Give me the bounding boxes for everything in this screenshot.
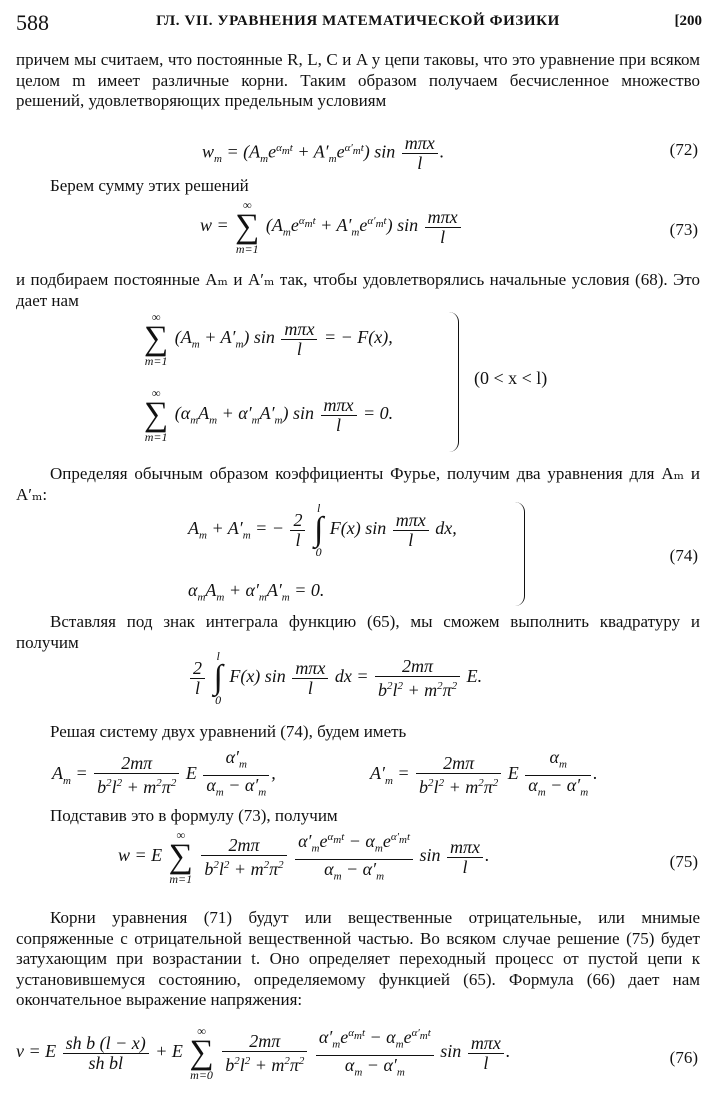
page-number: 588 (16, 10, 49, 35)
paragraph-7: Подставив это в формулу (73), получим (50, 806, 338, 825)
equation-number: (74) (669, 546, 698, 565)
equation-integral: $\frac{2}{l}$ l ∫ 0 F(x) sin $\frac{\text{mπx}}{l}$ dx = $\frac{2m\pi}{b^2l^2 + m^2\pi^2}$ E. (0, 650, 716, 722)
equation-76: v = E $\frac{\text{sh b (l − x)}}{\text{sh bl}}$ + E ∞ ∑ m=0 $\frac{2m\pi}{b^2l^2 + m^2\pi^2}$ $\frac{\alpha'_me^{\alpha_mt} - \alpha_me^{\alpha'_mt}}{\alpha_m - \alpha'_m}$ sin $\frac{\text{mπx}}{l}$ . (76) (16, 1024, 698, 1083)
equation-number: (76) (669, 1048, 698, 1067)
paragraph-6: Решая систему двух уравнений (74), будем иметь (50, 722, 407, 741)
equation-75: w = E ∞ ∑ m=1 $\frac{2m\pi}{b^2l^2 + m^2\pi^2}$ $\frac{\alpha'_me^{\alpha_mt} - \alpha_me^{\alpha'_mt}}{\alpha_m - \alpha'_m}$ sin $\frac{\text{mπx}}{l}$ . (75) (118, 828, 698, 887)
equation-73: w = ∞ ∑ m=1 $(A_me^{\alpha_mt} + A'_me^{\alpha'_mt})$ sin $\frac{\text{mπx}}{l}$ (73) (200, 198, 698, 256)
right-brace (512, 502, 525, 606)
running-title: ГЛ. VII. УРАВНЕНИЯ МАТЕМАТИЧЕСКОЙ ФИЗИКИ (156, 13, 560, 29)
paragraph-1: причем мы считаем, что постоянные R, L, C и A у цепи таковы, что это уравнение при всяком целом m имеет различные корни. Таким образом получаем бесчисленное множество решений, удовлетворяющих предельным условиям (16, 50, 700, 110)
paragraph-3: и подбираем постоянные Aₘ и A′ₘ так, чтобы удовлетворялись начальные условия (68). Это дает нам (16, 270, 700, 310)
paragraph-2: Берем сумму этих решений (50, 176, 249, 195)
page-header (14, 8, 702, 38)
paragraph-5: Вставляя под знак интеграла функцию (65), мы сможем выполнить квадратуру и получим (16, 612, 700, 652)
condition: (0 < x < l) (474, 368, 548, 388)
equation-system-68: ∞ ∑ m=1 $(A_m + A'_m)$ sin $\frac{\text{mπx}}{l}$ = − F(x), ∞ ∑ m=1 $(\alpha_mA_m + \alpha'_mA'_m)$ sin $\frac{\text{mπx}}{l}$ = 0. (0 < x < l) (0, 310, 716, 460)
equation-number: (72) (669, 140, 698, 159)
right-brace (446, 312, 459, 452)
equation-74: $A_m + A'_m$ = − $\frac{2}{l}$ l ∫ 0 F(x) sin $\frac{\text{mπx}}{l}$ dx, $\alpha_mA_m + \alpha'_mA'_m = 0$. (74) (0, 502, 716, 614)
equation-number: (75) (669, 852, 698, 871)
section-number: [200 (674, 13, 702, 29)
equation-number: (73) (669, 220, 698, 239)
paragraph-4: Определяя обычным образом коэффициенты Фурье, получим два уравнения для Aₘ и A′ₘ: (16, 464, 700, 504)
paragraph-8: Корни уравнения (71) будут или вещественные отрицательные, или мнимые сопряженные с отрицательной вещественной частью. Во всяком случае решение (75) будет затухающим при возрастании t. Оно определяет переходный процесс от пустой цепи к установившемуся состоянию, определяемому функцией (65). Формула (66) дает нам окончательное выражение напряжения: (16, 908, 700, 1009)
equation-72: $w_m = (A_me^{\alpha_mt} + A'_me^{\alpha'_mt})$ sin $\frac{\text{mπx}}{l}$ . (72) (202, 133, 698, 173)
equation-coefficients: $A_m$ = $\frac{2m\pi}{b^2l^2 + m^2\pi^2}$ E $\frac{\alpha'_m}{\alpha_m - \alpha'_m}$ , $A'_m$ = $\frac{2m\pi}{b^2l^2 + m^2\pi^2}$ E $\frac{\alpha_m}{\alpha_m - \alpha'_m}$ . (52, 747, 598, 799)
